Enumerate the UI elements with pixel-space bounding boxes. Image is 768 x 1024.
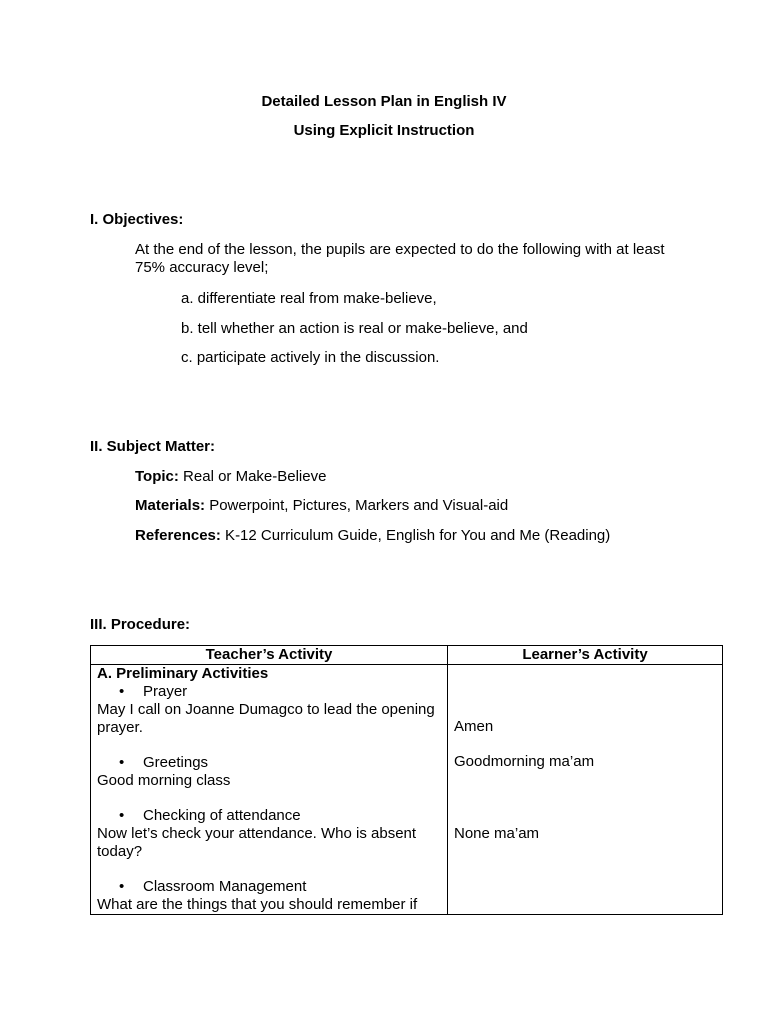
- bullet-prayer: [97, 683, 441, 701]
- materials-line: [135, 497, 508, 514]
- references-label: References:: [135, 527, 221, 544]
- bullet-icon: •: [119, 807, 125, 824]
- prayer-response: Amen: [454, 718, 494, 735]
- section-a-heading: A. Preliminary Activities: [97, 665, 269, 682]
- references-value: K-12 Curriculum Guide, English for You and Me (Reading): [220, 527, 611, 544]
- greetings-response: Goodmorning ma’am: [454, 753, 595, 770]
- objective-item-b: b. tell whether an action is real or make-believe, and: [181, 320, 528, 337]
- document-title: Detailed Lesson Plan in English IV: [261, 93, 507, 110]
- attendance-label: Checking of attendance: [143, 807, 301, 824]
- bullet-icon: •: [119, 683, 125, 700]
- bullet-attendance: [97, 807, 441, 825]
- greetings-label: Greetings: [143, 754, 209, 771]
- teacher-activity-header: Teacher’s Activity: [91, 646, 448, 665]
- learner-activity-header: Learner’s Activity: [448, 646, 723, 665]
- greetings-text: Good morning class: [97, 772, 231, 789]
- table-header-row: [91, 646, 723, 665]
- objectives-heading: I. Objectives:: [90, 211, 184, 228]
- subject-matter-heading: II. Subject Matter:: [90, 438, 216, 455]
- objective-item-c: c. participate actively in the discussion.: [181, 349, 440, 366]
- procedure-heading: III. Procedure:: [90, 616, 191, 633]
- bullet-greetings: [97, 754, 441, 772]
- management-text: What are the things that you should remember if: [97, 896, 418, 913]
- document-subtitle: Using Explicit Instruction: [293, 122, 475, 139]
- teacher-activity-cell: [91, 665, 448, 915]
- objective-item-a: a. differentiate real from make-believe,: [181, 290, 437, 307]
- topic-line: [135, 468, 326, 485]
- bullet-management: [97, 878, 441, 896]
- prayer-text: May I call on Joanne Dumagco to lead the opening prayer.: [97, 701, 435, 736]
- attendance-text: Now let’s check your attendance. Who is absent today?: [97, 825, 417, 860]
- prayer-label: Prayer: [143, 683, 188, 700]
- topic-label: Topic:: [135, 468, 179, 485]
- topic-value: Real or Make-Believe: [178, 468, 327, 485]
- objectives-intro: At the end of the lesson, the pupils are expected to do the following with at least 75% accuracy level;: [135, 241, 665, 276]
- bullet-icon: •: [119, 878, 125, 895]
- bullet-icon: •: [119, 754, 125, 771]
- procedure-table: [90, 645, 723, 915]
- table-row: [91, 665, 723, 915]
- attendance-response: None ma’am: [454, 825, 540, 842]
- learner-activity-cell: [448, 665, 723, 915]
- references-line: [135, 527, 610, 544]
- management-label: Classroom Management: [143, 878, 307, 895]
- materials-label: Materials:: [135, 497, 206, 514]
- materials-value: Powerpoint, Pictures, Markers and Visual-aid: [205, 497, 509, 514]
